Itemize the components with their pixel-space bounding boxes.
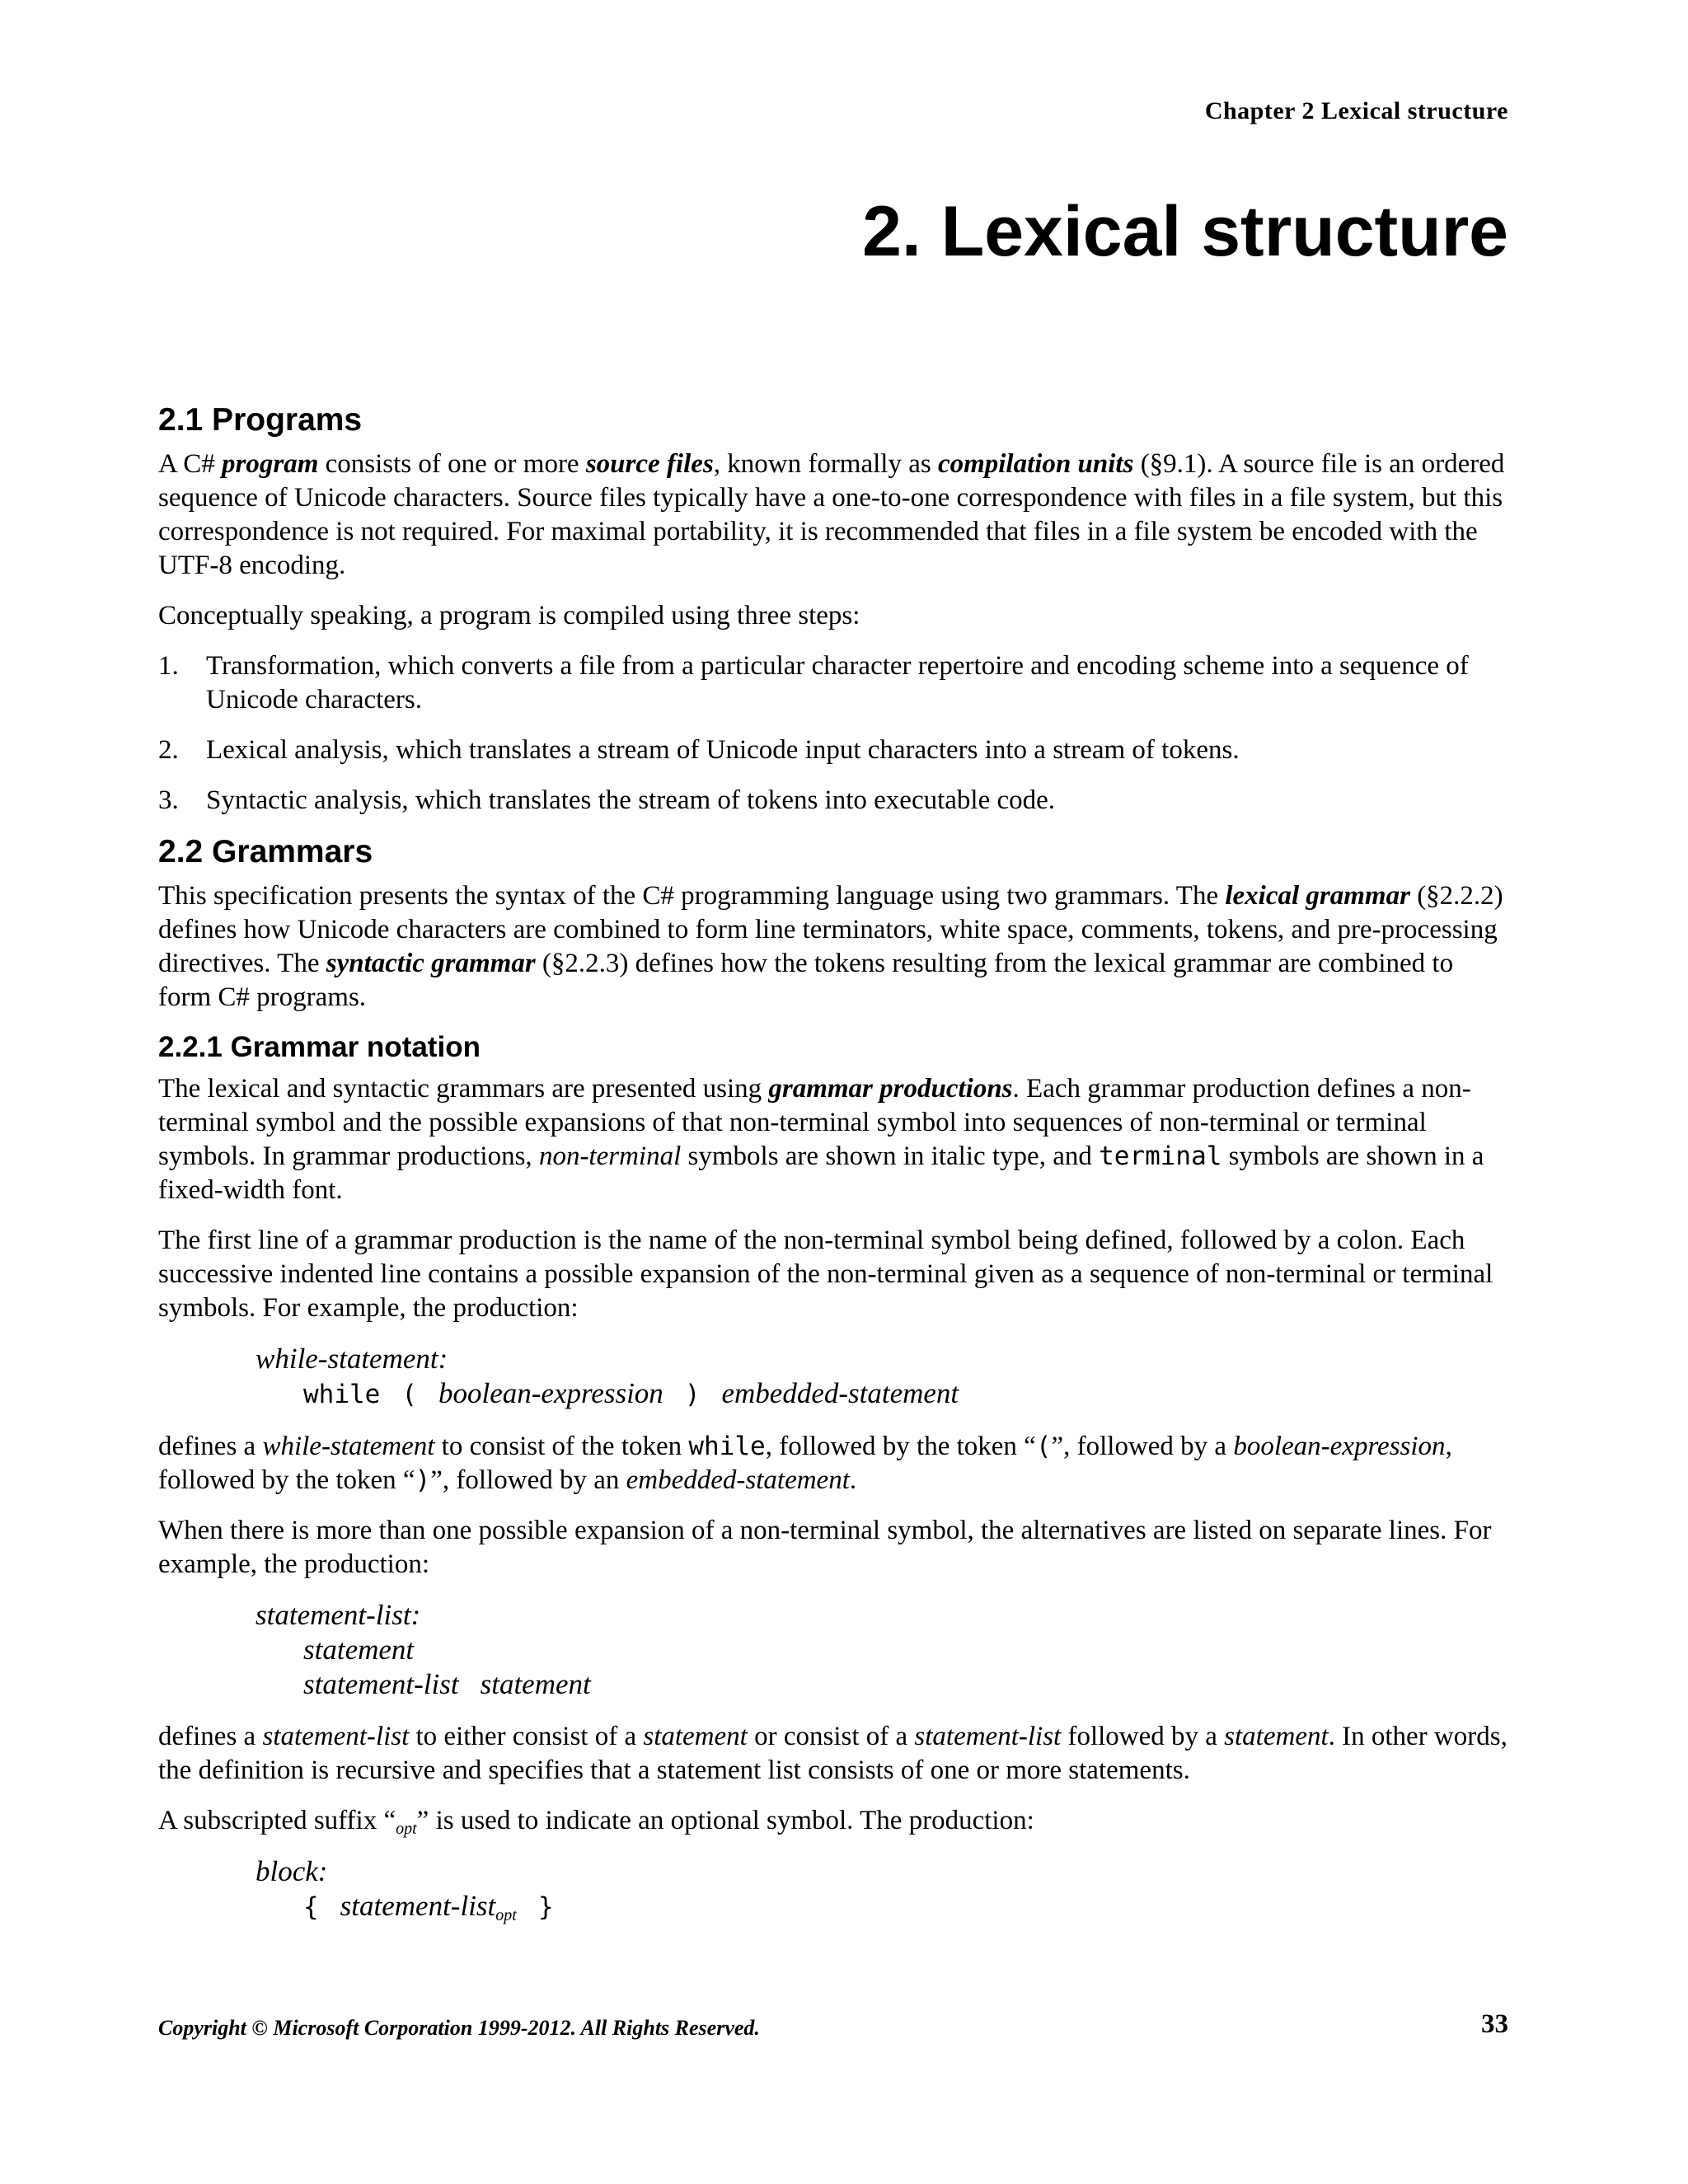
text-run: symbols are shown in a fixed-width font. bbox=[158, 1141, 1484, 1205]
text-run: followed by a bbox=[1061, 1721, 1225, 1751]
text-run: symbols are shown in italic type, and bbox=[681, 1141, 1100, 1171]
italic-term: statement bbox=[643, 1721, 748, 1751]
list-item bbox=[158, 733, 1510, 767]
symbol-statement-list: statement-list bbox=[303, 1667, 459, 1700]
italic-term: embedded-statement bbox=[626, 1465, 850, 1495]
text-run: , followed by the token “ bbox=[765, 1431, 1036, 1461]
text-run: The lexical and syntactic grammars are presented using bbox=[158, 1073, 769, 1104]
while-definition-paragraph bbox=[158, 1430, 1510, 1497]
opt-subscript: opt bbox=[495, 1905, 517, 1924]
text-run: A subscripted suffix “ bbox=[158, 1805, 396, 1835]
production-line bbox=[256, 1667, 1510, 1702]
mono-term: while bbox=[688, 1431, 766, 1461]
text-run: (§2.2.2) defines how Unicode characters are combined to form line terminators, white space, comments, tokens, and pre-processing directives. The bbox=[158, 880, 1503, 978]
section-heading-programs: 2.1 Programs bbox=[158, 402, 363, 438]
text-run: ” is used to indicate an optional symbol. The production: bbox=[416, 1805, 1034, 1835]
production-head: while-statement: bbox=[256, 1342, 448, 1375]
text-run: to either consist of a bbox=[409, 1721, 644, 1751]
text-run: This specification presents the syntax of the C# programming language using two grammars. The bbox=[158, 880, 1226, 911]
alternatives-paragraph: When there is more than one possible expansion of a non-terminal symbol, the alternatives are listed on separate lines. For example, the production: bbox=[158, 1515, 1492, 1579]
text-run: . In other words, the definition is recursive and specifies that a statement list consists of one or more statements. bbox=[158, 1721, 1507, 1785]
first-line-paragraph: The first line of a grammar production is the name of the non-terminal symbol being defined, followed by a colon. Each successive indented line contains a possible expansion of the non-terminal given as a sequence of non-terminal or terminal symbols. For example, the production: bbox=[158, 1225, 1493, 1323]
text-run: (§9.1). A source file is an ordered sequence of Unicode characters. Source files typically have a one-to-one correspondence with files in a file system, but this correspondence is not required. For maximal portability, it is recommended that files in a file system be encoded with the UTF-8 encoding. bbox=[158, 448, 1505, 580]
list-number: 1. bbox=[158, 650, 179, 681]
token-rbrace: } bbox=[537, 1891, 554, 1922]
production-line bbox=[256, 1889, 1510, 1924]
list-number: 2. bbox=[158, 734, 179, 765]
token-lbrace: { bbox=[303, 1891, 319, 1922]
production-line bbox=[256, 1376, 1510, 1412]
symbol-statement-list: statement-list bbox=[340, 1889, 496, 1922]
term-source-files: source files bbox=[585, 448, 714, 479]
text-run: ”, followed by a bbox=[1051, 1431, 1234, 1461]
text-run: defines a bbox=[158, 1721, 263, 1751]
production-statement-list bbox=[256, 1598, 1510, 1702]
text-run: , known formally as bbox=[713, 448, 938, 479]
programs-paragraph bbox=[158, 448, 1510, 583]
compile-steps-intro: Conceptually speaking, a program is compiled using three steps: bbox=[158, 600, 860, 630]
list-text: Lexical analysis, which translates a stream of Unicode input characters into a stream of tokens. bbox=[206, 734, 1240, 765]
text-run: . Each grammar production defines a non-terminal symbol and the possible expansions of that non-terminal symbol into sequences of non-terminal or terminal symbols. In grammar productions, bbox=[158, 1073, 1471, 1171]
chapter-title: 2. Lexical structure bbox=[862, 192, 1508, 271]
symbol-boolean-expression: boolean-expression bbox=[438, 1376, 663, 1409]
production-line: statement bbox=[303, 1633, 415, 1666]
main-content bbox=[158, 402, 1510, 1943]
text-run: A C# bbox=[158, 448, 223, 479]
list-text: Transformation, which converts a file from a particular character repertoire and encoding scheme into a sequence of Unicode characters. bbox=[206, 650, 1469, 715]
mono-terminal: terminal bbox=[1099, 1141, 1222, 1171]
production-head: block: bbox=[256, 1854, 328, 1887]
optional-suffix-paragraph bbox=[158, 1804, 1510, 1838]
mono-term: ( bbox=[1035, 1431, 1052, 1461]
symbol-statement: statement bbox=[480, 1667, 591, 1700]
text-run: , followed by the token “ bbox=[158, 1431, 1452, 1495]
token-lparen: ( bbox=[401, 1379, 417, 1409]
list-text: Syntactic analysis, which translates the stream of tokens into executable code. bbox=[206, 785, 1056, 815]
text-run: ”, followed by an bbox=[430, 1465, 626, 1495]
production-block bbox=[256, 1854, 1510, 1924]
keyword-while: while bbox=[303, 1379, 381, 1409]
text-run: defines a bbox=[158, 1431, 263, 1461]
term-compilation-units: compilation units bbox=[937, 448, 1134, 479]
italic-term: statement-list bbox=[914, 1721, 1062, 1751]
list-number: 3. bbox=[158, 785, 179, 815]
footer-copyright: Copyright © Microsoft Corporation 1999-2012. All Rights Reserved. bbox=[158, 2016, 760, 2040]
section-heading-grammars: 2.2 Grammars bbox=[158, 833, 373, 869]
opt-subscript: opt bbox=[396, 1819, 417, 1838]
running-head: Chapter 2 Lexical structure bbox=[1204, 97, 1508, 124]
term-lexical-grammar: lexical grammar bbox=[1225, 880, 1410, 911]
symbol-embedded-statement: embedded-statement bbox=[721, 1376, 959, 1409]
italic-term: while-statement bbox=[262, 1431, 435, 1461]
production-while-statement bbox=[256, 1342, 1510, 1412]
term-program: program bbox=[222, 448, 319, 479]
list-item bbox=[158, 784, 1510, 818]
text-run: (§2.2.3) defines how the tokens resulting from the lexical grammar are combined to form C# programs. bbox=[158, 948, 1454, 1012]
text-run: . bbox=[849, 1465, 857, 1495]
production-head: statement-list: bbox=[256, 1598, 421, 1631]
term-grammar-productions: grammar productions bbox=[768, 1073, 1013, 1104]
token-rparen: ) bbox=[684, 1379, 701, 1409]
statement-list-definition-paragraph bbox=[158, 1720, 1510, 1788]
page-number: 33 bbox=[1481, 2009, 1508, 2039]
italic-term: statement-list bbox=[262, 1721, 410, 1751]
italic-term: boolean-expression bbox=[1233, 1431, 1446, 1461]
mono-term: ) bbox=[415, 1465, 431, 1495]
text-run: or consist of a bbox=[747, 1721, 915, 1751]
grammars-paragraph bbox=[158, 879, 1510, 1015]
notation-paragraph bbox=[158, 1072, 1510, 1207]
compile-steps-list bbox=[158, 649, 1510, 818]
text-run: to consist of the token bbox=[434, 1431, 689, 1461]
italic-term: statement bbox=[1224, 1721, 1329, 1751]
list-item bbox=[158, 649, 1510, 717]
term-syntactic-grammar: syntactic grammar bbox=[326, 948, 536, 978]
italic-non-terminal: non-terminal bbox=[538, 1141, 682, 1171]
text-run: consists of one or more bbox=[318, 448, 586, 479]
section-heading-grammar-notation: 2.2.1 Grammar notation bbox=[158, 1030, 481, 1063]
